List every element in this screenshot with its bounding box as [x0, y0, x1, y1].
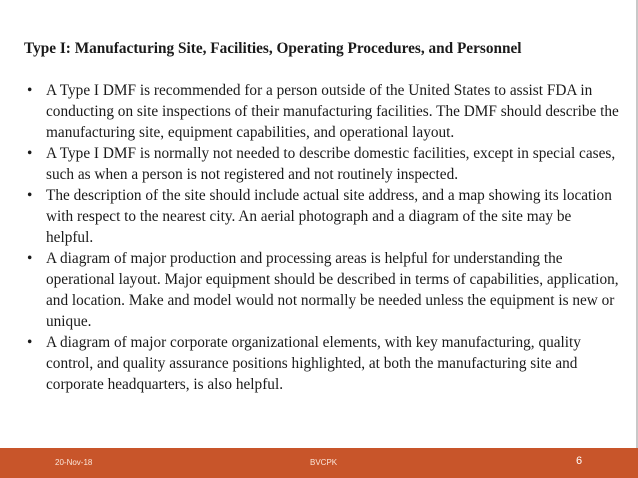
- bullet-item: [24, 248, 620, 332]
- bullet-icon: •: [27, 145, 33, 162]
- bullet-item: [24, 332, 620, 395]
- bullet-icon: •: [27, 334, 33, 351]
- bullet-text: A diagram of major production and processing areas is helpful for understanding the operational layout. Major equipment should be described in terms of capabilities, application, and location. Make and model would not normally be needed unless the equipment is new or unique.: [46, 250, 619, 330]
- bullet-icon: •: [27, 250, 33, 267]
- bullet-item: [24, 143, 620, 185]
- footer-author: BVCPK: [310, 458, 338, 467]
- slide-content: [24, 38, 620, 395]
- bullet-text: The description of the site should include actual site address, and a map showing its location with respect to the nearest city. An aerial photograph and a diagram of the site may be helpful.: [46, 187, 612, 246]
- bullet-list: [24, 80, 620, 395]
- bullet-icon: •: [27, 187, 33, 204]
- bullet-icon: •: [27, 82, 33, 99]
- footer-date: 20-Nov-18: [55, 458, 93, 467]
- page-number: 6: [576, 455, 583, 467]
- bullet-text: A Type I DMF is recommended for a person outside of the United States to assist FDA in conducting on site inspections of their manufacturing facilities. The DMF should describe the manufacturing site, equipment capabilities, and operational layout.: [46, 82, 619, 141]
- slide-footer: [0, 448, 638, 478]
- bullet-item: [24, 80, 620, 143]
- bullet-item: [24, 185, 620, 248]
- bullet-text: A Type I DMF is normally not needed to describe domestic facilities, except in special cases, such as when a person is not registered and not routinely inspected.: [46, 145, 616, 183]
- slide-title: Type I: Manufacturing Site, Facilities, Operating Procedures, and Personnel: [24, 40, 522, 57]
- bullet-text: A diagram of major corporate organizational elements, with key manufacturing, quality control, and quality assurance positions highlighted, at both the manufacturing site and corporate headquarters, is also helpful.: [46, 334, 581, 393]
